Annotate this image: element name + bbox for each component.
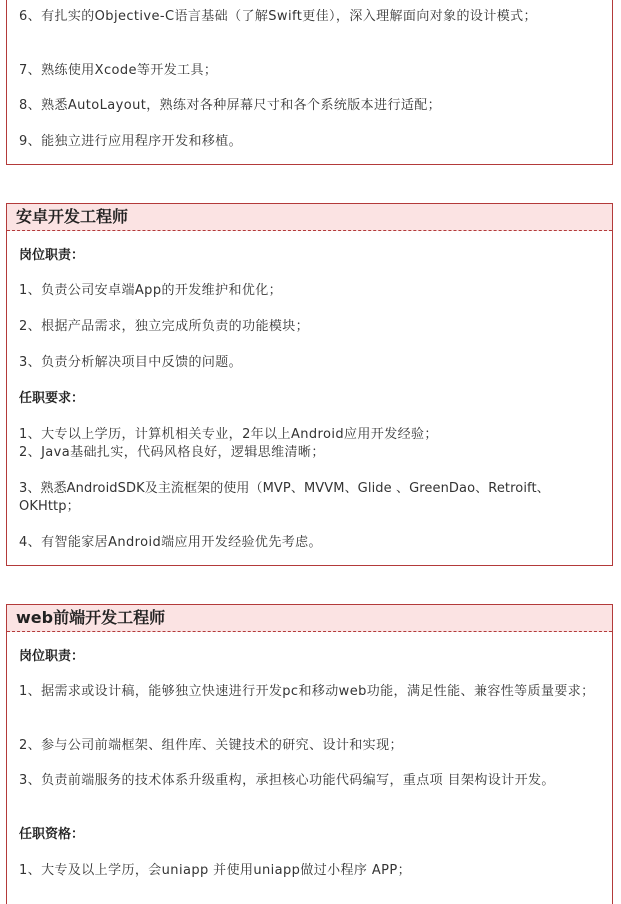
android-reqs-label: 任职要求： <box>19 391 85 406</box>
web-duty-1: 1、据需求或设计稿，能够独立快速进行开发pc和移动web功能，满足性能、兼容性等质量要求； <box>19 684 595 699</box>
web-job-title: web前端开发工程师 <box>7 605 612 632</box>
android-req-4: 4、有智能家居Android端应用开发经验优先考虑。 <box>19 535 322 550</box>
web-duty-3: 3、负责前端服务的技术体系升级重构，承担核心功能代码编写，重点项 目架构设计开发。 <box>19 773 555 788</box>
android-req-2: 2、Java基础扎实，代码风格良好，逻辑思维清晰； <box>19 445 325 460</box>
android-req-3: 3、熟悉AndroidSDK及主流框架的使用（MVP、MVVM、Glide 、GreenDao、Retroift、OKHttp； <box>19 481 550 514</box>
requirement-item-7: 7、熟练使用Xcode等开发工具； <box>19 63 218 78</box>
requirement-item-9: 9、能独立进行应用程序开发和移植。 <box>19 134 243 149</box>
android-job-card <box>6 203 613 566</box>
web-job-card <box>6 604 613 904</box>
web-reqs-label: 任职资格： <box>19 827 85 842</box>
web-duties-label: 岗位职责： <box>19 649 85 664</box>
android-duty-1: 1、负责公司安卓端App的开发维护和优化； <box>19 283 283 298</box>
android-duty-2: 2、根据产品需求，独立完成所负责的功能模块； <box>19 319 310 334</box>
requirement-item-6: 6、有扎实的Objective-C语言基础（了解Swift更佳），深入理解面向对象的设计模式； <box>19 9 537 24</box>
android-duty-3: 3、负责分析解决项目中反馈的问题。 <box>19 355 243 370</box>
ios-requirements-card <box>6 0 613 165</box>
web-duty-2: 2、参与公司前端框架、组件库、关键技术的研究、设计和实现； <box>19 738 403 753</box>
android-job-title: 安卓开发工程师 <box>7 204 612 231</box>
android-duties-label: 岗位职责： <box>19 248 85 263</box>
android-req-1: 1、大专以上学历，计算机相关专业，2年以上Android应用开发经验； <box>19 427 438 442</box>
web-req-1: 1、大专及以上学历，会uniapp 并使用uniapp做过小程序 APP； <box>19 863 412 878</box>
requirement-item-8: 8、熟悉AutoLayout，熟练对各种屏幕尺寸和各个系统版本进行适配； <box>19 98 442 113</box>
